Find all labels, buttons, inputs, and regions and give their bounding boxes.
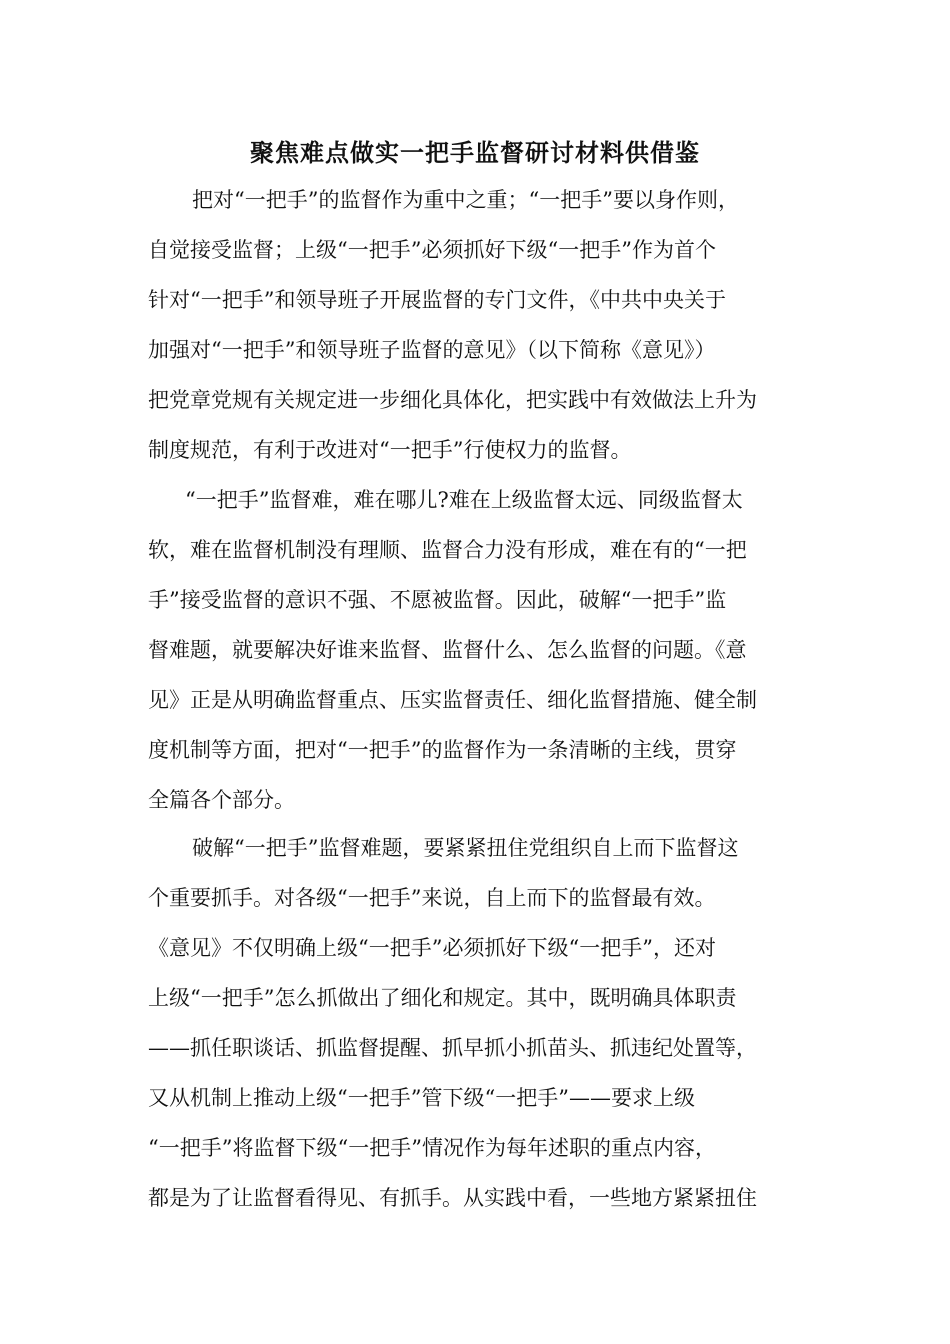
text-line: ——抓任职谈话、抓监督提醒、抓早抓小抓苗头、抓违纪处置等， (148, 1036, 757, 1060)
text-line: 加强对“一把手”和领导班子监督的意见》（以下简称《意见》） (148, 338, 716, 362)
text-line: 制度规范，有利于改进对“一把手”行使权力的监督。 (148, 438, 632, 462)
text-line: 把对“一把手”的监督作为重中之重；“一把手”要以身作则， (192, 188, 739, 212)
text-line: 全篇各个部分。 (148, 788, 295, 812)
text-line: 把党章党规有关规定进一步细化具体化，把实践中有效做法上升为 (148, 388, 757, 412)
text-line: 针对“一把手”和领导班子开展监督的专门文件，《中共中央关于 (148, 288, 726, 312)
text-line: 手”接受监督的意识不强、不愿被监督。因此，破解“一把手”监 (148, 588, 727, 612)
text-line: “一把手”将监督下级“一把手”情况作为每年述职的重点内容， (148, 1136, 716, 1160)
text-line: 软，难在监督机制没有理顺、监督合力没有形成，难在有的“一把 (148, 538, 747, 562)
text-line: 又从机制上推动上级“一把手”管下级“一把手”——要求上级 (148, 1086, 695, 1110)
text-line: 个重要抓手。对各级“一把手”来说，自上而下的监督最有效。 (148, 886, 716, 910)
text-line: 破解“一把手”监督难题，要紧紧扭住党组织自上而下监督这 (192, 836, 739, 860)
text-line: 都是为了让监督看得见、有抓手。从实践中看，一些地方紧紧扭住 (148, 1186, 757, 1210)
text-line: 自觉接受监督；上级“一把手”必须抓好下级“一把手”作为首个 (148, 238, 716, 262)
text-line: 上级“一把手”怎么抓做出了细化和规定。其中，既明确具体职责 (148, 986, 737, 1010)
text-line: 《意见》不仅明确上级“一把手”必须抓好下级“一把手”，还对 (148, 936, 716, 960)
text-line: 督难题，就要解决好谁来监督、监督什么、怎么监督的问题。《意 (148, 638, 747, 662)
text-line: 度机制等方面，把对“一把手”的监督作为一条清晰的主线，贯穿 (148, 738, 737, 762)
text-line: “一把手”监督难，难在哪儿?难在上级监督太远、同级监督太 (185, 488, 743, 512)
text-line: 见》正是从明确监督重点、压实监督责任、细化监督措施、健全制 (148, 688, 757, 712)
document-title: 聚焦难点做实一把手监督研讨材料供借鉴 (250, 139, 700, 167)
